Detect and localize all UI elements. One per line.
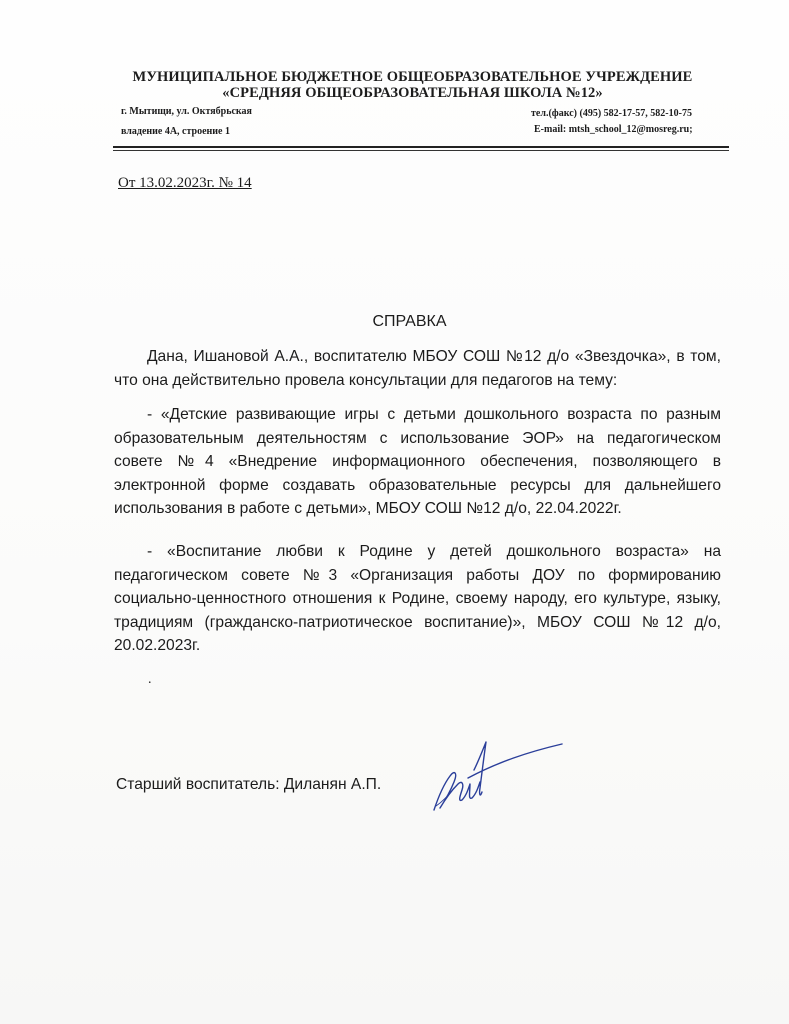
signer-line: Старший воспитатель: Диланян А.П. <box>116 776 382 793</box>
paragraph-consultation-1: - «Детские развивающие игры с детьми дошкольного возраста по разным образовательным деятельностям с использование ЭОР» на педагогическом совете №4 «Внедрение информационного обеспечения, позволяющего в электронной форме создавать образовательные ресурсы для дальнейшего использования в работе с детьми», МБОУ СОШ №12 д/о, 22.04.2022г. <box>114 406 721 517</box>
handwritten-signature <box>428 732 568 822</box>
header-divider <box>113 146 729 148</box>
document-title: СПРАВКА <box>372 313 447 330</box>
address-street: г. Мытищи, ул. Октябрьская <box>121 106 252 117</box>
school-name: «СРЕДНЯЯ ОБЩЕОБРАЗОВАТЕЛЬНАЯ ШКОЛА №12» <box>222 85 603 101</box>
header-divider-thin <box>113 150 729 151</box>
email-address: E-mail: mtsh_school_12@mosreg.ru; <box>534 124 693 135</box>
organization-name: МУНИЦИПАЛЬНОЕ БЮДЖЕТНОЕ ОБЩЕОБРАЗОВАТЕЛЬНОЕ УЧРЕЖДЕНИЕ <box>132 69 693 85</box>
phone-fax: тел.(факс) (495) 582-17-57, 582-10-75 <box>531 108 692 119</box>
paragraph-consultation-2: - «Воспитание любви к Родине у детей дошкольного возраста» на педагогическом совете №3 «Организация работы ДОУ по формированию социально-ценностного отношения к Родине, своему народу, его культуре, языку, традициям (гражданско-патриотическое воспитание)», МБОУ СОШ №12 д/о, 20.02.2023г. <box>114 543 721 654</box>
stray-mark: . <box>148 672 152 687</box>
document-reference: От 13.02.2023г. № 14 <box>118 175 252 191</box>
address-building: владение 4А, строение 1 <box>121 126 230 137</box>
paragraph-intro: Дана, Ишановой А.А., воспитателю МБОУ СОШ №12 д/о «Звездочка», в том, что она действительно провела консультации для педагогов на тему: <box>114 348 721 389</box>
